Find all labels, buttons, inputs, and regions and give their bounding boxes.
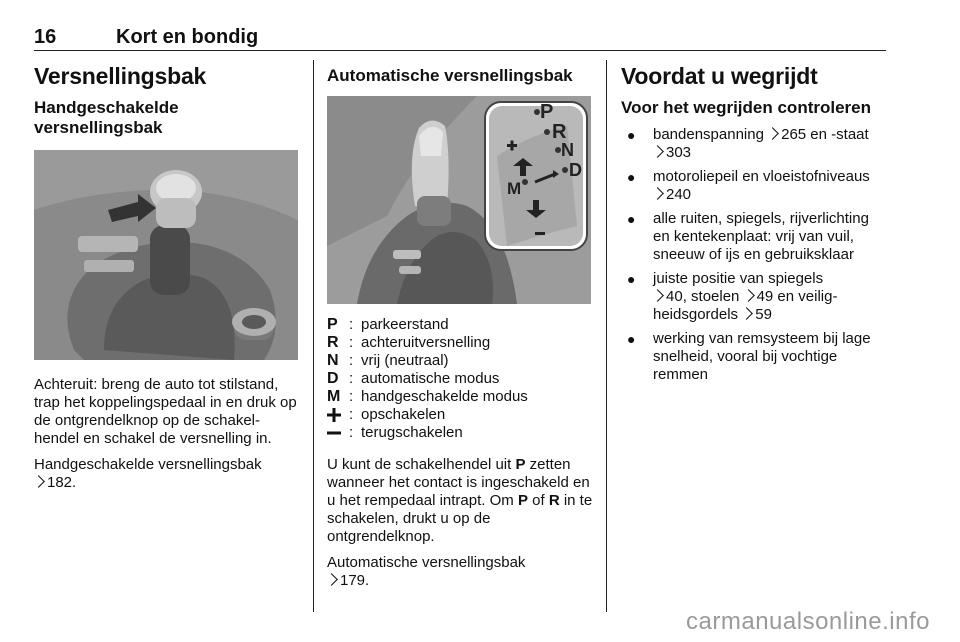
column-manual-gearbox bbox=[34, 62, 300, 492]
list-item-text: alle ruiten, spiegels, rijverlichting en kentekenplaat: vrij van vuil, sneeuw of ijs en gebruiksklaar bbox=[653, 210, 869, 263]
subtitle-line-2: versnellingsbak bbox=[34, 118, 163, 137]
legend-text: vrij (neutraal) bbox=[361, 352, 449, 369]
watermark: carmanualsonline.info bbox=[686, 608, 930, 635]
check-list bbox=[621, 126, 887, 384]
automatic-shifter-illustration bbox=[327, 96, 591, 304]
list-item bbox=[621, 126, 887, 162]
page-reference-icon bbox=[740, 307, 753, 320]
text-run: of bbox=[527, 492, 549, 509]
bullet: ● bbox=[627, 169, 636, 185]
plus-icon bbox=[327, 408, 341, 422]
page-reference bbox=[653, 288, 683, 305]
page-title: Kort en bondig bbox=[116, 26, 259, 48]
page-reference bbox=[744, 288, 774, 305]
text-run: en veiligheidsgordels bbox=[653, 288, 838, 323]
bullet: ● bbox=[627, 271, 636, 287]
page-reference bbox=[34, 474, 76, 491]
legend-text: automatische modus bbox=[361, 370, 500, 387]
reference-page: 265 bbox=[781, 126, 807, 143]
key-p: P bbox=[515, 456, 526, 473]
reference-page: 59 bbox=[755, 306, 772, 323]
legend-separator: : bbox=[349, 406, 354, 423]
page-reference bbox=[653, 144, 691, 161]
list-item-text: werking van remsysteem bij lage snelheid, vooral bij vochtige remmen bbox=[653, 330, 871, 383]
bullet: ● bbox=[627, 127, 636, 143]
legend-text: parkeerstand bbox=[361, 316, 449, 333]
section-title-gearbox: Versnellingsbak bbox=[34, 63, 207, 89]
manual-shifter-drawing bbox=[34, 150, 298, 360]
reference-page: 182. bbox=[47, 474, 77, 491]
manual-shifter-illustration bbox=[34, 150, 298, 360]
reference-page: 303 bbox=[666, 144, 692, 161]
reference-text: Automatische versnellingsbak bbox=[327, 554, 526, 571]
text-run: en -staat bbox=[806, 126, 869, 143]
legend-separator: : bbox=[349, 424, 354, 441]
manual-gearbox-reference bbox=[34, 456, 300, 492]
subtitle-manual-gearbox bbox=[34, 98, 300, 138]
reference-page: 240 bbox=[666, 186, 692, 203]
reference-page: 49 bbox=[756, 288, 774, 305]
text-run: , stoelen bbox=[682, 288, 744, 305]
text-run: in te schakelen, drukt u op de ontgrendelknop. bbox=[327, 492, 593, 545]
legend-row-p bbox=[327, 316, 593, 334]
list-item bbox=[621, 270, 887, 324]
page-header bbox=[34, 26, 886, 50]
page-reference-icon bbox=[651, 187, 664, 200]
page-reference bbox=[768, 126, 806, 143]
legend-separator: : bbox=[349, 316, 354, 333]
legend-row-r bbox=[327, 334, 593, 352]
text-run: U kunt de schakelhendel uit bbox=[327, 456, 516, 473]
legend-separator: : bbox=[349, 352, 354, 369]
key-p: P bbox=[517, 492, 528, 509]
page-reference-icon bbox=[742, 289, 755, 302]
park-release-instructions bbox=[327, 456, 593, 546]
column-automatic-gearbox bbox=[327, 62, 593, 590]
legend-text: achteruitversnelling bbox=[361, 334, 491, 351]
text-run: zetten wanneer het contact is ingeschakeld en u het rempedaal intrapt. Om bbox=[327, 456, 590, 509]
column-divider-2 bbox=[606, 60, 607, 612]
minus-icon bbox=[327, 426, 341, 440]
automatic-gearbox-reference bbox=[327, 554, 593, 590]
bullet: ● bbox=[627, 211, 636, 227]
legend-text: handgeschakelde modus bbox=[361, 388, 528, 405]
key-r: R bbox=[548, 492, 560, 509]
reference-page: 179. bbox=[340, 572, 370, 589]
text-run: juiste positie van spiegels bbox=[653, 270, 824, 287]
legend-separator: : bbox=[349, 334, 354, 351]
gate-label-r: R bbox=[552, 121, 567, 143]
gate-label-p: P bbox=[540, 101, 554, 123]
legend-row-minus bbox=[327, 424, 593, 442]
page-reference bbox=[653, 186, 691, 203]
legend-key: P bbox=[327, 316, 338, 333]
reference-page: 40 bbox=[666, 288, 683, 305]
page-reference-icon bbox=[766, 127, 779, 140]
page-reference-icon bbox=[325, 573, 338, 586]
subtitle-automatic-gearbox: Automatische versnellingsbak bbox=[327, 66, 573, 85]
page-reference-icon bbox=[651, 289, 664, 302]
legend-text: opschakelen bbox=[361, 406, 446, 423]
reverse-instructions: Achteruit: breng de auto tot stilstand, trap het koppelingspedaal in en druk op de ontgrendelknop op de schakelhendel en schakel de versnelling in. bbox=[34, 376, 297, 447]
gate-label-m: M bbox=[507, 179, 522, 198]
page-number: 16 bbox=[34, 26, 57, 48]
text-run: motoroliepeil en vloeistofniveaus bbox=[653, 168, 870, 185]
list-item bbox=[621, 210, 887, 264]
header-divider bbox=[34, 50, 886, 51]
automatic-shifter-drawing bbox=[327, 96, 591, 304]
legend-key: D bbox=[327, 370, 339, 387]
legend-row-d bbox=[327, 370, 593, 388]
text-run: bandenspanning bbox=[653, 126, 769, 143]
gate-label-d: D bbox=[569, 160, 582, 180]
legend-row-plus bbox=[327, 406, 593, 424]
legend-separator: : bbox=[349, 370, 354, 387]
legend-key: R bbox=[327, 334, 339, 351]
page-reference bbox=[742, 306, 772, 323]
gate-label-n: N bbox=[561, 140, 574, 160]
list-item bbox=[621, 168, 887, 204]
column-divider-1 bbox=[313, 60, 314, 612]
page-reference-icon bbox=[651, 145, 664, 158]
legend-separator: : bbox=[349, 388, 354, 405]
subtitle-check-list: Voor het wegrijden controleren bbox=[621, 98, 871, 117]
page-reference bbox=[327, 572, 369, 589]
bullet: ● bbox=[627, 331, 636, 347]
list-item bbox=[621, 330, 887, 384]
legend-text: terugschakelen bbox=[361, 424, 463, 441]
legend-row-n bbox=[327, 352, 593, 370]
legend-key: M bbox=[327, 388, 341, 405]
column-before-driving bbox=[621, 62, 887, 390]
reference-text: Handgeschakelde versnellingsbak bbox=[34, 456, 262, 473]
section-title-before-driving: Voordat u wegrijdt bbox=[621, 63, 818, 89]
page-reference-icon bbox=[32, 475, 45, 488]
gear-position-legend bbox=[327, 316, 593, 442]
subtitle-line-1: Handgeschakelde bbox=[34, 98, 179, 117]
legend-key: N bbox=[327, 352, 339, 369]
legend-row-m bbox=[327, 388, 593, 406]
